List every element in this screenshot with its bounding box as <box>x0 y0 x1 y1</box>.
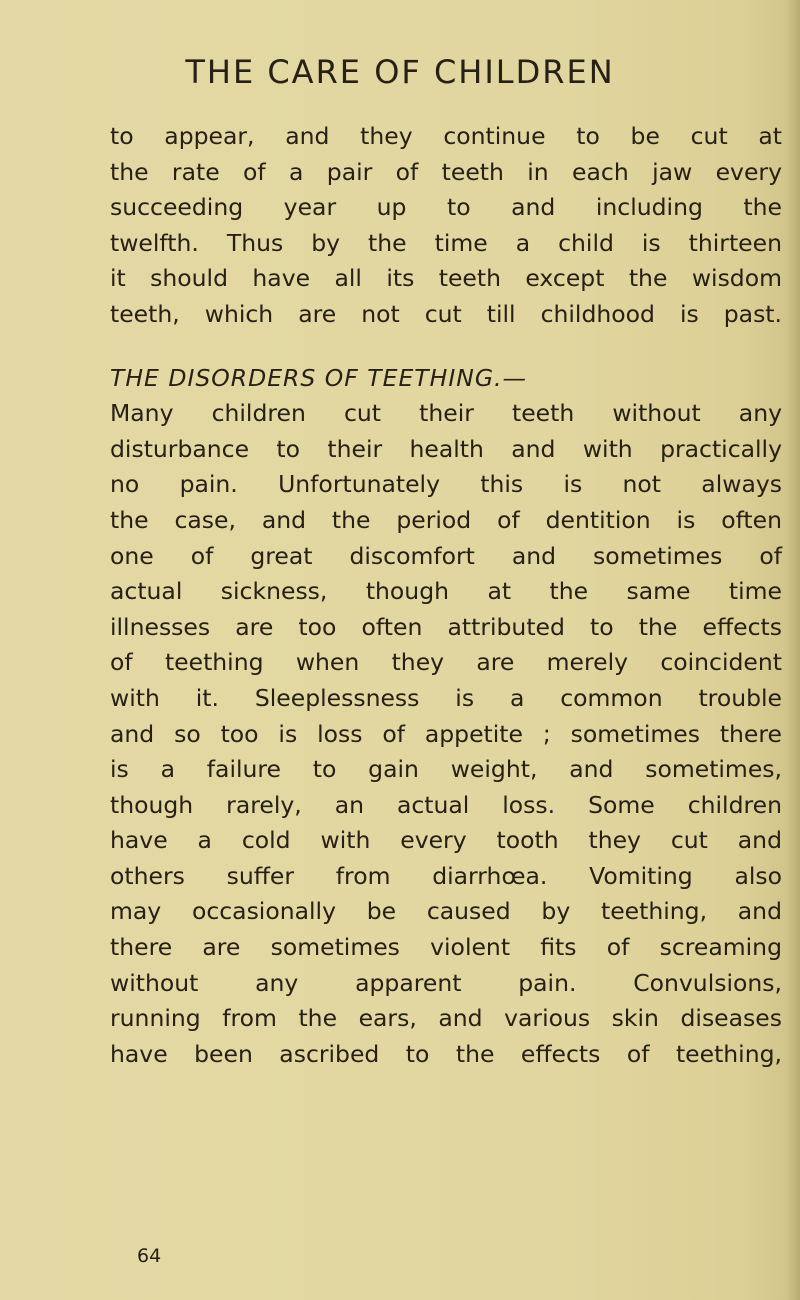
text-line: succeeding year up to and including the <box>110 193 782 222</box>
paragraph-spacer <box>110 333 782 361</box>
text-line: have been ascribed to the effects of teething, <box>110 1039 782 1068</box>
text-line: Many children cut their teeth without any <box>110 399 782 428</box>
text-line: may occasionally be caused by teething, and <box>110 897 782 926</box>
text-line: have a cold with every tooth they cut and <box>110 826 782 855</box>
text-line: there are sometimes violent fits of screaming <box>110 933 782 962</box>
text-line: illnesses are too often attributed to the effects <box>110 612 782 641</box>
text-line: one of great discomfort and sometimes of <box>110 541 782 570</box>
text-line: the case, and the period of dentition is often <box>110 505 782 534</box>
text-line: to appear, and they continue to be cut at <box>110 122 782 150</box>
body-text <box>110 119 782 1072</box>
text-line: though rarely, an actual loss. Some children <box>110 790 782 819</box>
text-line: no pain. Unfortunately this is not always <box>110 470 782 499</box>
running-head: THE CARE OF CHILDREN <box>185 53 615 91</box>
text-line: running from the ears, and various skin diseases <box>110 1004 782 1033</box>
text-line: twelfth. Thus by the time a child is thirteen <box>110 228 782 257</box>
text-line: with it. Sleeplessness is a common trouble <box>110 683 782 712</box>
text-line: and so too is loss of appetite ; sometimes there <box>110 719 782 748</box>
text-line: others suffer from diarrhœa. Vomiting also <box>110 861 782 890</box>
text-line: actual sickness, though at the same time <box>110 577 782 606</box>
text-line: teeth, which are not cut till childhood is past. <box>110 299 782 328</box>
page-edge-shadow <box>786 0 800 1300</box>
text-line: it should have all its teeth except the wisdom <box>110 264 782 293</box>
page-number: 64 <box>137 1245 162 1267</box>
text-line: is a failure to gain weight, and sometimes, <box>110 755 782 784</box>
text-line: disturbance to their health and with practically <box>110 434 782 463</box>
section-heading: THE DISORDERS OF TEETHING.— <box>110 363 528 392</box>
text-line: without any apparent pain. Convulsions, <box>110 968 782 997</box>
text-line: of teething when they are merely coincident <box>110 648 782 677</box>
text-line: the rate of a pair of teeth in each jaw every <box>110 157 782 186</box>
